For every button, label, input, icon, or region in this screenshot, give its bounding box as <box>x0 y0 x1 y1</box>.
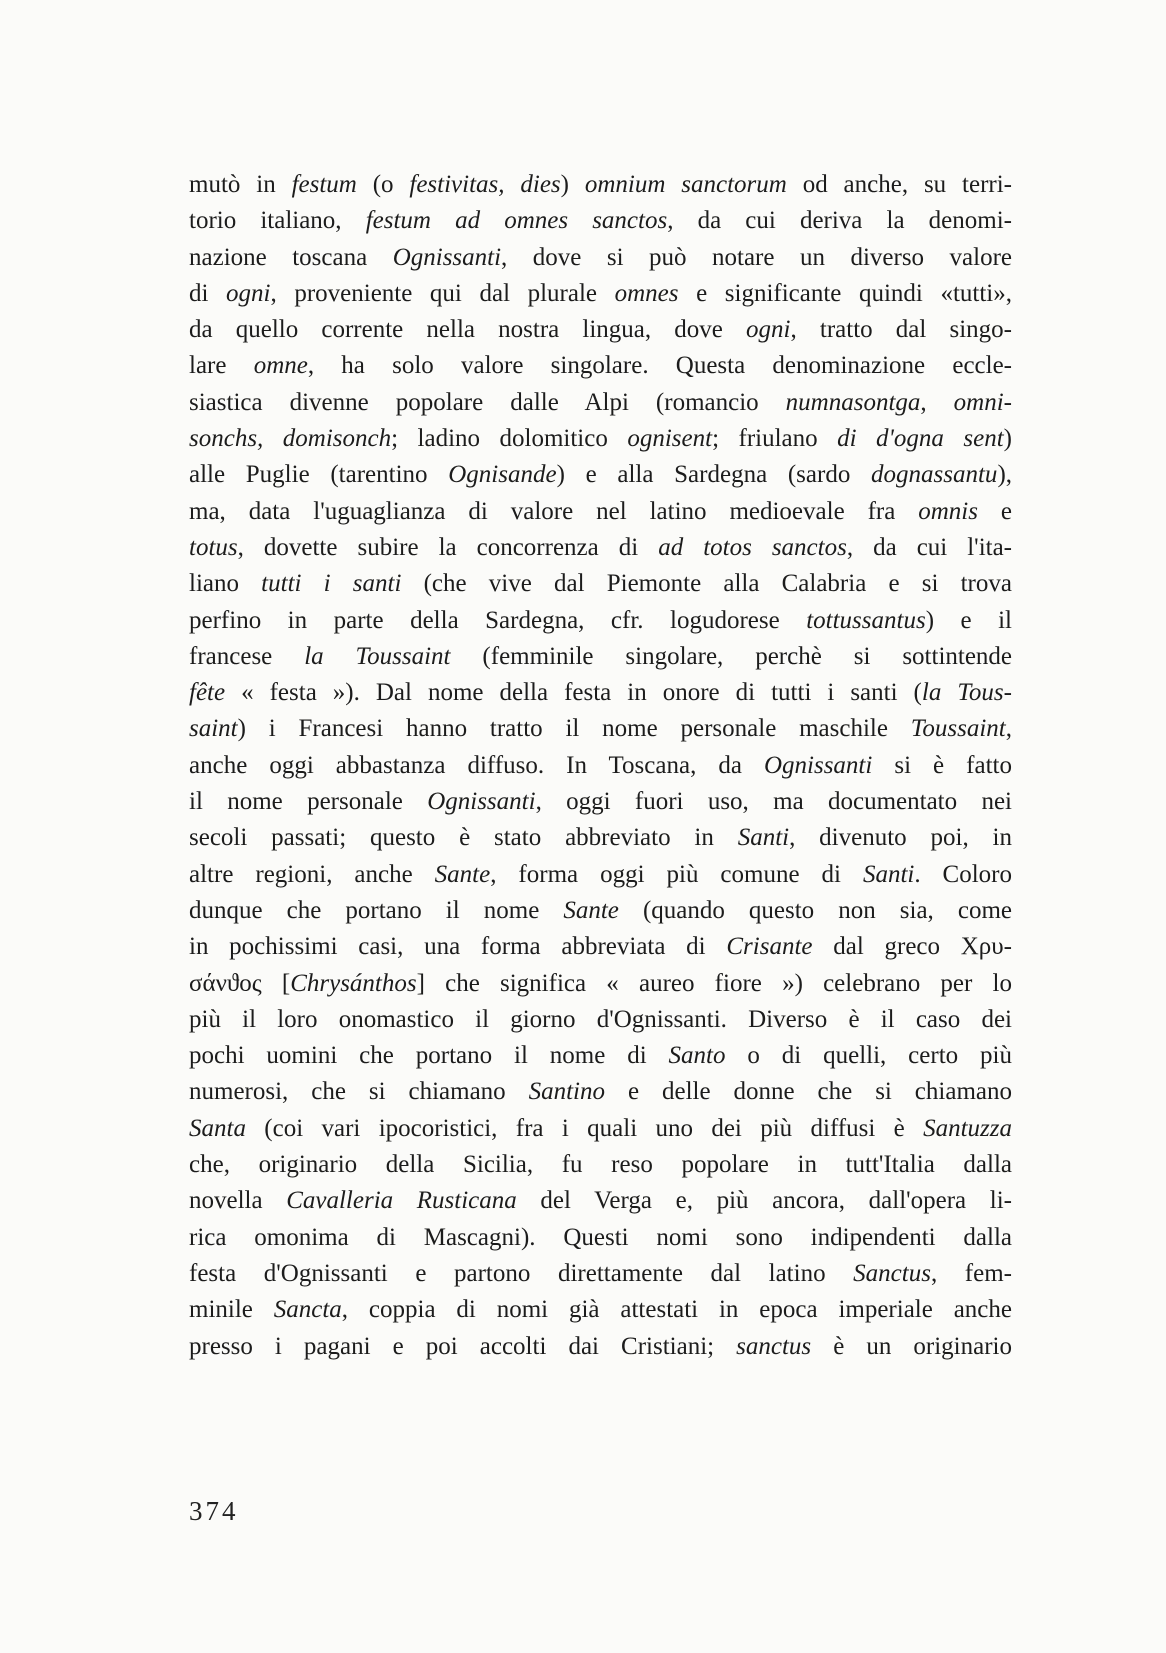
text-line: francese la Toussaint (femminile singolare, perchè si sottintende <box>189 642 1013 670</box>
text-line: saint) i Francesi hanno tratto il nome personale maschile Toussaint, <box>189 715 1012 743</box>
text-line: torio italiano, festum ad omnes sanctos, da cui deriva la denomi- <box>189 207 1012 235</box>
text-line: σάνϑος [Chrysánthos] che significa « aureo fiore ») celebrano per lo <box>189 969 1012 997</box>
text-line: numerosi, che si chiamano Santino e delle donne che si chiamano <box>189 1078 1012 1106</box>
text-line: da quello corrente nella nostra lingua, dove ogni, tratto dal singo- <box>189 316 1013 344</box>
page-number: 374 <box>189 1496 239 1526</box>
text-line: perfino in parte della Sardegna, cfr. logudorese tottussantus) e il <box>189 606 1012 634</box>
text-line: lare omne, ha solo valore singolare. Questa denominazione eccle- <box>189 352 1013 380</box>
text-line: liano tutti i santi (che vive dal Piemonte alla Calabria e si trova <box>189 570 1012 598</box>
text-line: il nome personale Ognissanti, oggi fuori uso, ma documentato nei <box>189 788 1012 816</box>
text-line: alle Puglie (tarentino Ognisande) e alla Sardegna (sardo dognassantu), <box>189 461 1013 489</box>
text-line: nazione toscana Ognissanti, dove si può notare un diverso valore <box>189 243 1013 271</box>
text-line: in pochissimi casi, una forma abbreviata di Crisante dal greco Χρυ- <box>189 933 1012 961</box>
text-line: ma, data l'uguaglianza di valore nel latino medioevale fra omnis e <box>189 497 1012 525</box>
text-line: minile Sancta, coppia di nomi già attestati in epoca imperiale anche <box>189 1296 1012 1324</box>
text-line: siastica divenne popolare dalle Alpi (romancio numnasontga, omni- <box>189 388 1012 416</box>
text-line: anche oggi abbastanza diffuso. In Toscana, da Ognissanti si è fatto <box>189 751 1012 779</box>
text-line: totus, dovette subire la concorrenza di ad totos sanctos, da cui l'ita- <box>189 533 1013 561</box>
text-line: che, originario della Sicilia, fu reso popolare in tutt'Italia dalla <box>189 1151 1012 1179</box>
page-text <box>189 167 1012 1365</box>
text-line: secoli passati; questo è stato abbreviato in Santi, divenuto poi, in <box>189 824 1012 852</box>
text-line: dunque che portano il nome Sante (quando questo non sia, come <box>189 896 1012 924</box>
text-line: mutò in festum (o festivitas, dies) omnium sanctorum od anche, su terri- <box>189 171 1013 198</box>
text-line: sonchs, domisonch; ladino dolomitico ognisent; friulano di d'ogna sent) <box>189 425 1012 453</box>
text-line: di ogni, proveniente qui dal plurale omnes e significante quindi «tutti», <box>189 279 1013 307</box>
text-line: novella Cavalleria Rusticana del Verga e, più ancora, dall'opera li- <box>189 1187 1013 1215</box>
text-line: rica omonima di Mascagni). Questi nomi sono indipendenti dalla <box>189 1223 1012 1251</box>
text-line: altre regioni, anche Sante, forma oggi più comune di Santi. Coloro <box>189 860 1013 888</box>
text-line: festa d'Ognissanti e partono direttamente dal latino Sanctus, fem- <box>189 1259 1012 1287</box>
text-line: Santa (coi vari ipocoristici, fra i quali uno dei più diffusi è Santuzza <box>189 1114 1012 1142</box>
text-line: pochi uomini che portano il nome di Santo o di quelli, certo più <box>189 1042 1012 1070</box>
text-line: più il loro onomastico il giorno d'Ognissanti. Diverso è il caso dei <box>189 1005 1012 1033</box>
text-line: fête « festa »). Dal nome della festa in onore di tutti i santi (la Tous- <box>189 679 1012 707</box>
text-line: presso i pagani e poi accolti dai Cristiani; sanctus è un originario <box>189 1332 1012 1360</box>
